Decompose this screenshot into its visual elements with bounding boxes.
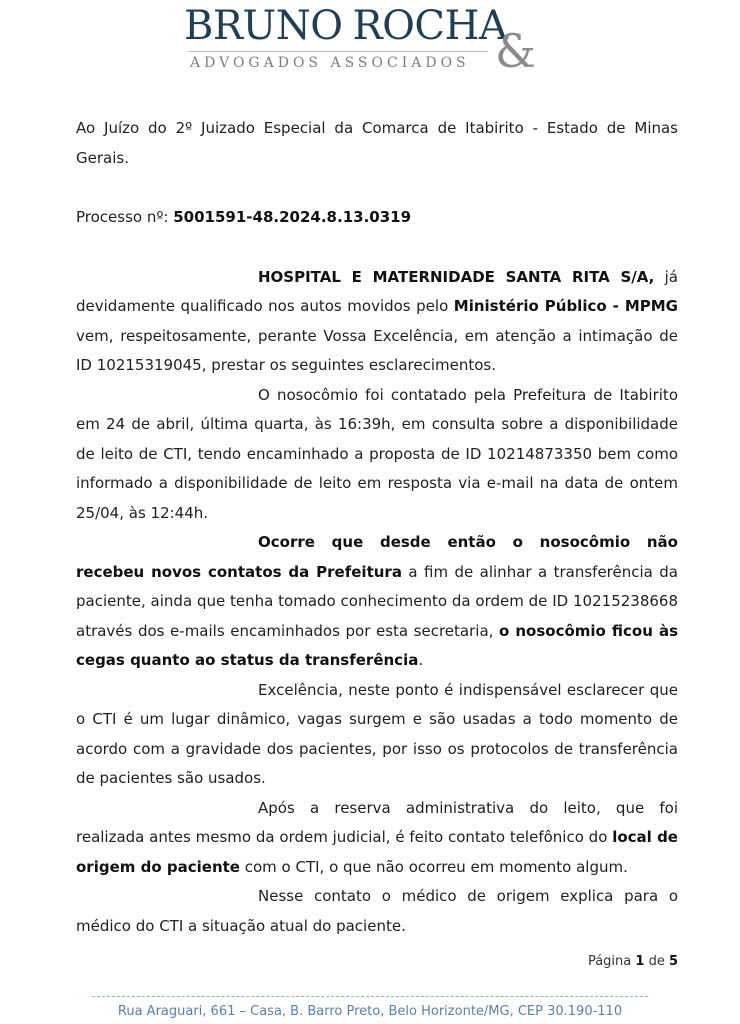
process-label: Processo nº: bbox=[76, 208, 174, 226]
paragraph-1-text-b: vem, respeitosamente, perante Vossa Excelência, em atenção a intimação de ID 10215319045, prestar os seguintes esclarecimentos. bbox=[76, 326, 678, 374]
process-line bbox=[76, 203, 678, 233]
firm-subtitle: ADVOGADOS ASSOCIADOS bbox=[190, 55, 470, 71]
paragraph-4: Excelência, neste ponto é indispensável esclarecer que o CTI é um lugar dinâmico, vagas surgem e são usadas a todo momento de acordo com a gravidade dos pacientes, por isso os protocolos de transferência de pacientes são usados. bbox=[76, 680, 678, 787]
paragraph-1 bbox=[76, 263, 678, 381]
paragraph-3-bold-b: o nosocômio ficou às cegas quanto ao status da transferência bbox=[76, 621, 679, 669]
page-of: de bbox=[644, 954, 669, 969]
firm-logo-name bbox=[184, 3, 508, 49]
paragraph-5-text-a: Após a reserva administrativa do leito, que foi realizada antes mesmo da ordem judicial, é feito contato telefônico do bbox=[76, 798, 678, 846]
logo-ampersand: & bbox=[495, 24, 536, 78]
paragraph-5 bbox=[76, 794, 678, 883]
author-name: Ministério Público - MPMG bbox=[453, 297, 678, 315]
paragraph-2: O nosocômio foi contatado pela Prefeitura de Itabirito em 24 de abril, última quarta, às 16:39h, em consulta sobre a disponibilidade de leito de CTI, tendo encaminhado a proposta de ID 10214873350 bem como informado a disponibilidade de leito em resposta via e-mail na data de ontem 25/04, às 12:44h. bbox=[76, 385, 678, 522]
paragraph-3-text-a: a fim de alinhar a transferência da paciente, ainda que tenha tomado conhecimento da ordem de ID 10215238668 através dos e-mails encaminhados por esta secretaria, bbox=[76, 562, 678, 640]
process-number: 5001591-48.2024.8.13.0319 bbox=[173, 208, 412, 226]
addressee: Ao Juízo do 2º Juizado Especial da Comarca de Itabirito - Estado de Minas Gerais. bbox=[76, 119, 678, 167]
paragraph-1-text-a: já devidamente qualificado nos autos movidos pelo bbox=[76, 267, 678, 315]
document-body bbox=[76, 114, 678, 941]
page-label: Página bbox=[587, 954, 636, 969]
page-number bbox=[588, 954, 678, 969]
footer-address: Rua Araguari, 661 – Casa, B. Barro Preto, Belo Horizonte/MG, CEP 30.190-110 bbox=[117, 1004, 623, 1019]
footer-divider bbox=[92, 996, 648, 997]
page-current: 1 bbox=[635, 954, 645, 969]
firm-name-part1: BRUNO bbox=[184, 3, 343, 49]
party-name: HOSPITAL E MATERNIDADE SANTA RITA S/A, bbox=[258, 267, 655, 286]
firm-name-part2: ROCHA bbox=[352, 3, 508, 49]
letterhead bbox=[0, 0, 740, 80]
paragraph-5-bold: local de origem do paciente bbox=[76, 828, 678, 876]
paragraph-3-bold-a: Ocorre que desde então o nosocômio não recebeu novos contatos da Prefeitura bbox=[76, 533, 678, 581]
paragraph-3 bbox=[76, 528, 678, 676]
logo-divider bbox=[188, 51, 488, 52]
paragraph-5-text-b: com o CTI, o que não ocorreu em momento algum. bbox=[239, 857, 628, 876]
page-total: 5 bbox=[668, 954, 678, 969]
paragraph-3-text-b: . bbox=[418, 651, 424, 669]
paragraph-6: Nesse contato o médico de origem explica para o médico do CTI a situação atual do paciente. bbox=[76, 887, 678, 935]
